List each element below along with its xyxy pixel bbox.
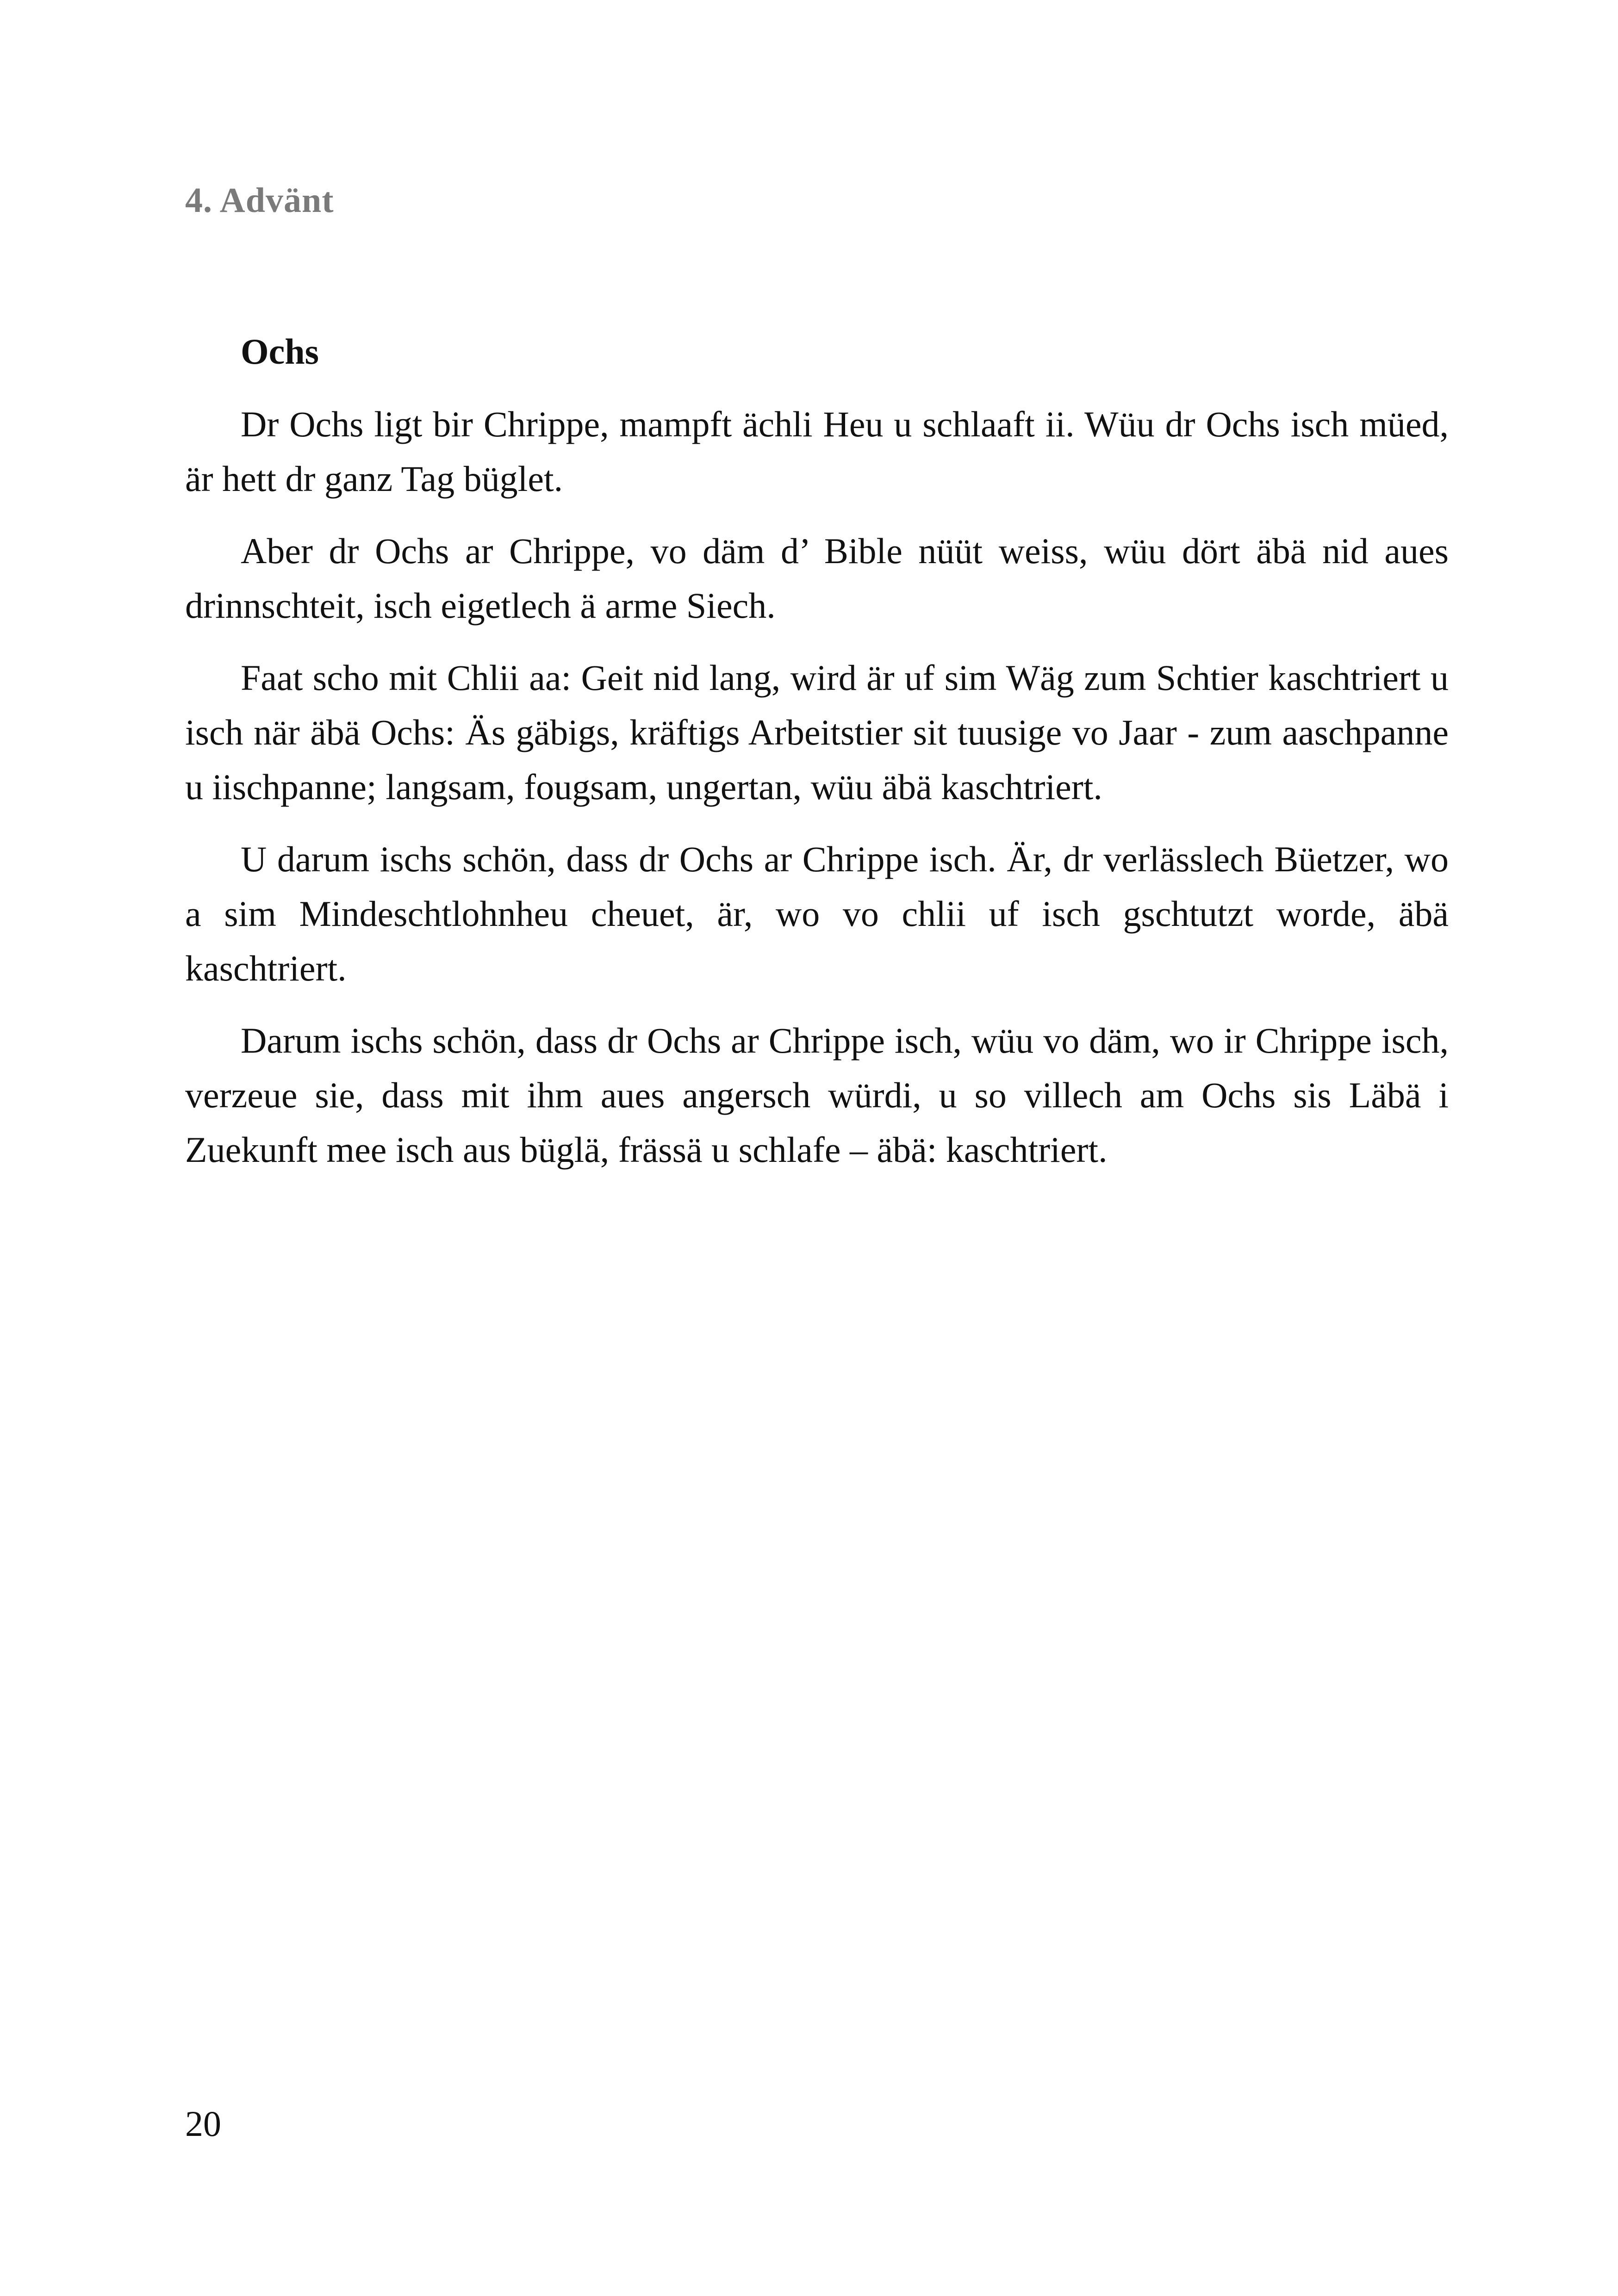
page-number: 20 bbox=[185, 2104, 221, 2144]
section-heading: 4. Advänt bbox=[185, 181, 334, 220]
paragraph-1: Dr Ochs ligt bir Chrippe, mampft ächli Heu u schlaaft ii. Wüu dr Ochs isch müed, är hett dr ganz Tag büglet. bbox=[185, 404, 1449, 499]
paragraph-4: U darum ischs schön, dass dr Ochs ar Chrippe isch. Är, dr verlässlech Büetzer, wo a sim Mindeschtlohnheu cheuet, är, wo vo chlii uf isch gschtutzt worde, äbä kaschtriert. bbox=[185, 839, 1449, 988]
article-title: Ochs bbox=[241, 331, 319, 372]
paragraph-3: Faat scho mit Chlii aa: Geit nid lang, wird är uf sim Wäg zum Schtier kaschtriert u isch när äbä Ochs: Äs gäbigs, kräftigs Arbeitstier sit tuusige vo Jaar - zum aaschpanne u iischpanne; langsam, fougsam, ungertan, wüu äbä kaschtriert. bbox=[185, 658, 1449, 807]
paragraph-5: Darum ischs schön, dass dr Ochs ar Chrippe isch, wüu vo däm, wo ir Chrippe isch, verzeue sie, dass mit ihm aues angersch würdi, u so villech am Ochs sis Läbä i Zuekunft mee isch aus büglä, frässä u schlafe – äbä: kaschtriert. bbox=[185, 1020, 1449, 1170]
paragraph-2: Aber dr Ochs ar Chrippe, vo däm d’ Bible nüüt weiss, wüu dört äbä nid aues drinnschteit, isch eigetlech ä arme Siech. bbox=[185, 531, 1449, 626]
article bbox=[185, 324, 1449, 1177]
